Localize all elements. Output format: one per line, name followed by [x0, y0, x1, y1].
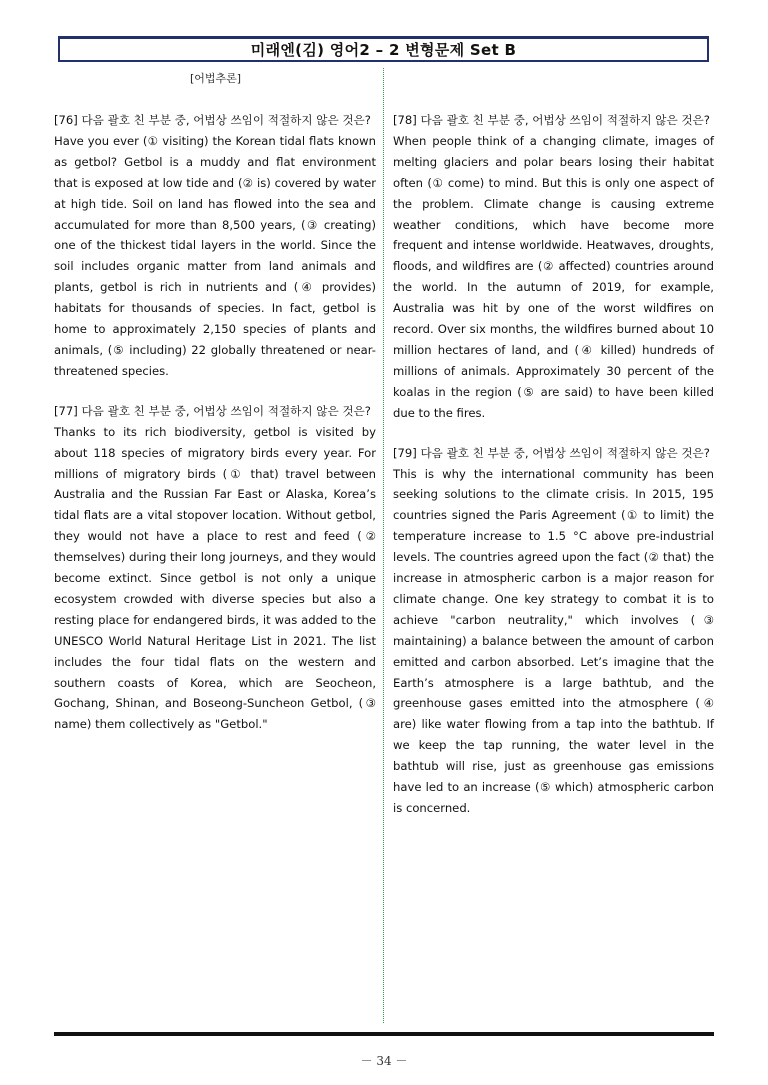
question-heading: [78] 다음 괄호 친 부분 중, 어법상 쓰임이 적절하지 않은 것은? — [393, 113, 710, 127]
footer-rule — [54, 1032, 714, 1036]
question-77 — [54, 401, 376, 736]
question-79 — [393, 443, 714, 819]
category-label: [어법추론] — [190, 72, 242, 85]
question-passage: This is why the international community has been seeking solutions to the climate crisis. In 2015, 195 countries signed the Paris Agreement (① to limit) the temperature increase to 1.5 °C above pre-industrial levels. The countries agreed upon the fact (② that) the increase in atmospheric carbon is a major reason for climate change. One key strategy to combat it is to achieve "carbon neutrality," which involves (③ maintaining) a balance between the amount of carbon emitted and carbon absorbed. Let’s imagine that the Earth’s atmosphere is a large bathtub, and the greenhouse gases emitted into the atmosphere (④ are) like water flowing from a tap into the bathtub. If we keep the tap running, the water level in the bathtub will rise, just as greenhouse gas emissions have led to an increase (⑤ which) atmospheric carbon is concerned. — [393, 466, 714, 815]
question-passage: When people think of a changing climate, images of melting glaciers and polar bears losing their habitat often (① come) to mind. But this is only one aspect of the problem. Climate change is causing extreme weather conditions, which have become more frequent and intense worldwide. Heatwaves, droughts, floods, and wildfires are (② affected) countries around the world. In the autumn of 2019, for example, Australia was hit by one of the worst wildfires on record. Over six months, the wildfires burned about 10 million hectares of land, and (④ killed) hundreds of millions of animals. Approximately 30 percent of the koalas in the region (⑤ are said) to have been killed due to the fires. — [393, 133, 714, 420]
question-76 — [54, 110, 376, 382]
question-passage: Thanks to its rich biodiversity, getbol is visited by about 118 species of migratory birds every year. For millions of migratory birds (① that) travel between Australia and the Russian Far East or Alaska, Korea’s tidal flats are a vital stopover location. Without getbol, they would not have a place to rest and feed (② themselves) during their long journeys, and they would become extinct. Since getbol is not only a unique ecosystem crowded with diverse species but also a resting place for endangered birds, it was added to the UNESCO World Natural Heritage List in 2021. The list includes the four tidal flats on the western and southern coasts of Korea, which are Seocheon, Gochang, Shinan, and Boseong-Suncheon Getbol, (③ name) them collectively as "Getbol." — [54, 424, 377, 732]
column-divider — [383, 68, 384, 1023]
right-column — [393, 110, 714, 838]
question-heading: [76] 다음 괄호 친 부분 중, 어법상 쓰임이 적절하지 않은 것은? — [54, 113, 371, 127]
page-header-title: 미래엔(김) 영어2 – 2 변형문제 Set B — [58, 36, 709, 62]
question-passage: Have you ever (① visiting) the Korean tidal flats known as getbol? Getbol is a muddy and flat environment that is exposed at low tide and (② is) covered by water at high tide. Soil on land has flowed into the sea and accumulated for more than 8,500 years, (③ creating) one of the thickest tidal layers in the world. Since the soil includes organic matter from land animals and plants, getbol is rich in nutrients and (④ provides) habitats for thousands of species. In fact, getbol is home to approximately 2,150 species of plants and animals, (⑤ including) 22 globally threatened or near-threatened species. — [54, 133, 376, 378]
question-78 — [393, 110, 714, 424]
question-heading: [77] 다음 괄호 친 부분 중, 어법상 쓰임이 적절하지 않은 것은? — [54, 403, 371, 418]
question-heading: [79] 다음 괄호 친 부분 중, 어법상 쓰임이 적절하지 않은 것은? — [393, 445, 710, 460]
left-column — [54, 110, 376, 754]
page-number: － 34 － — [360, 1054, 408, 1068]
